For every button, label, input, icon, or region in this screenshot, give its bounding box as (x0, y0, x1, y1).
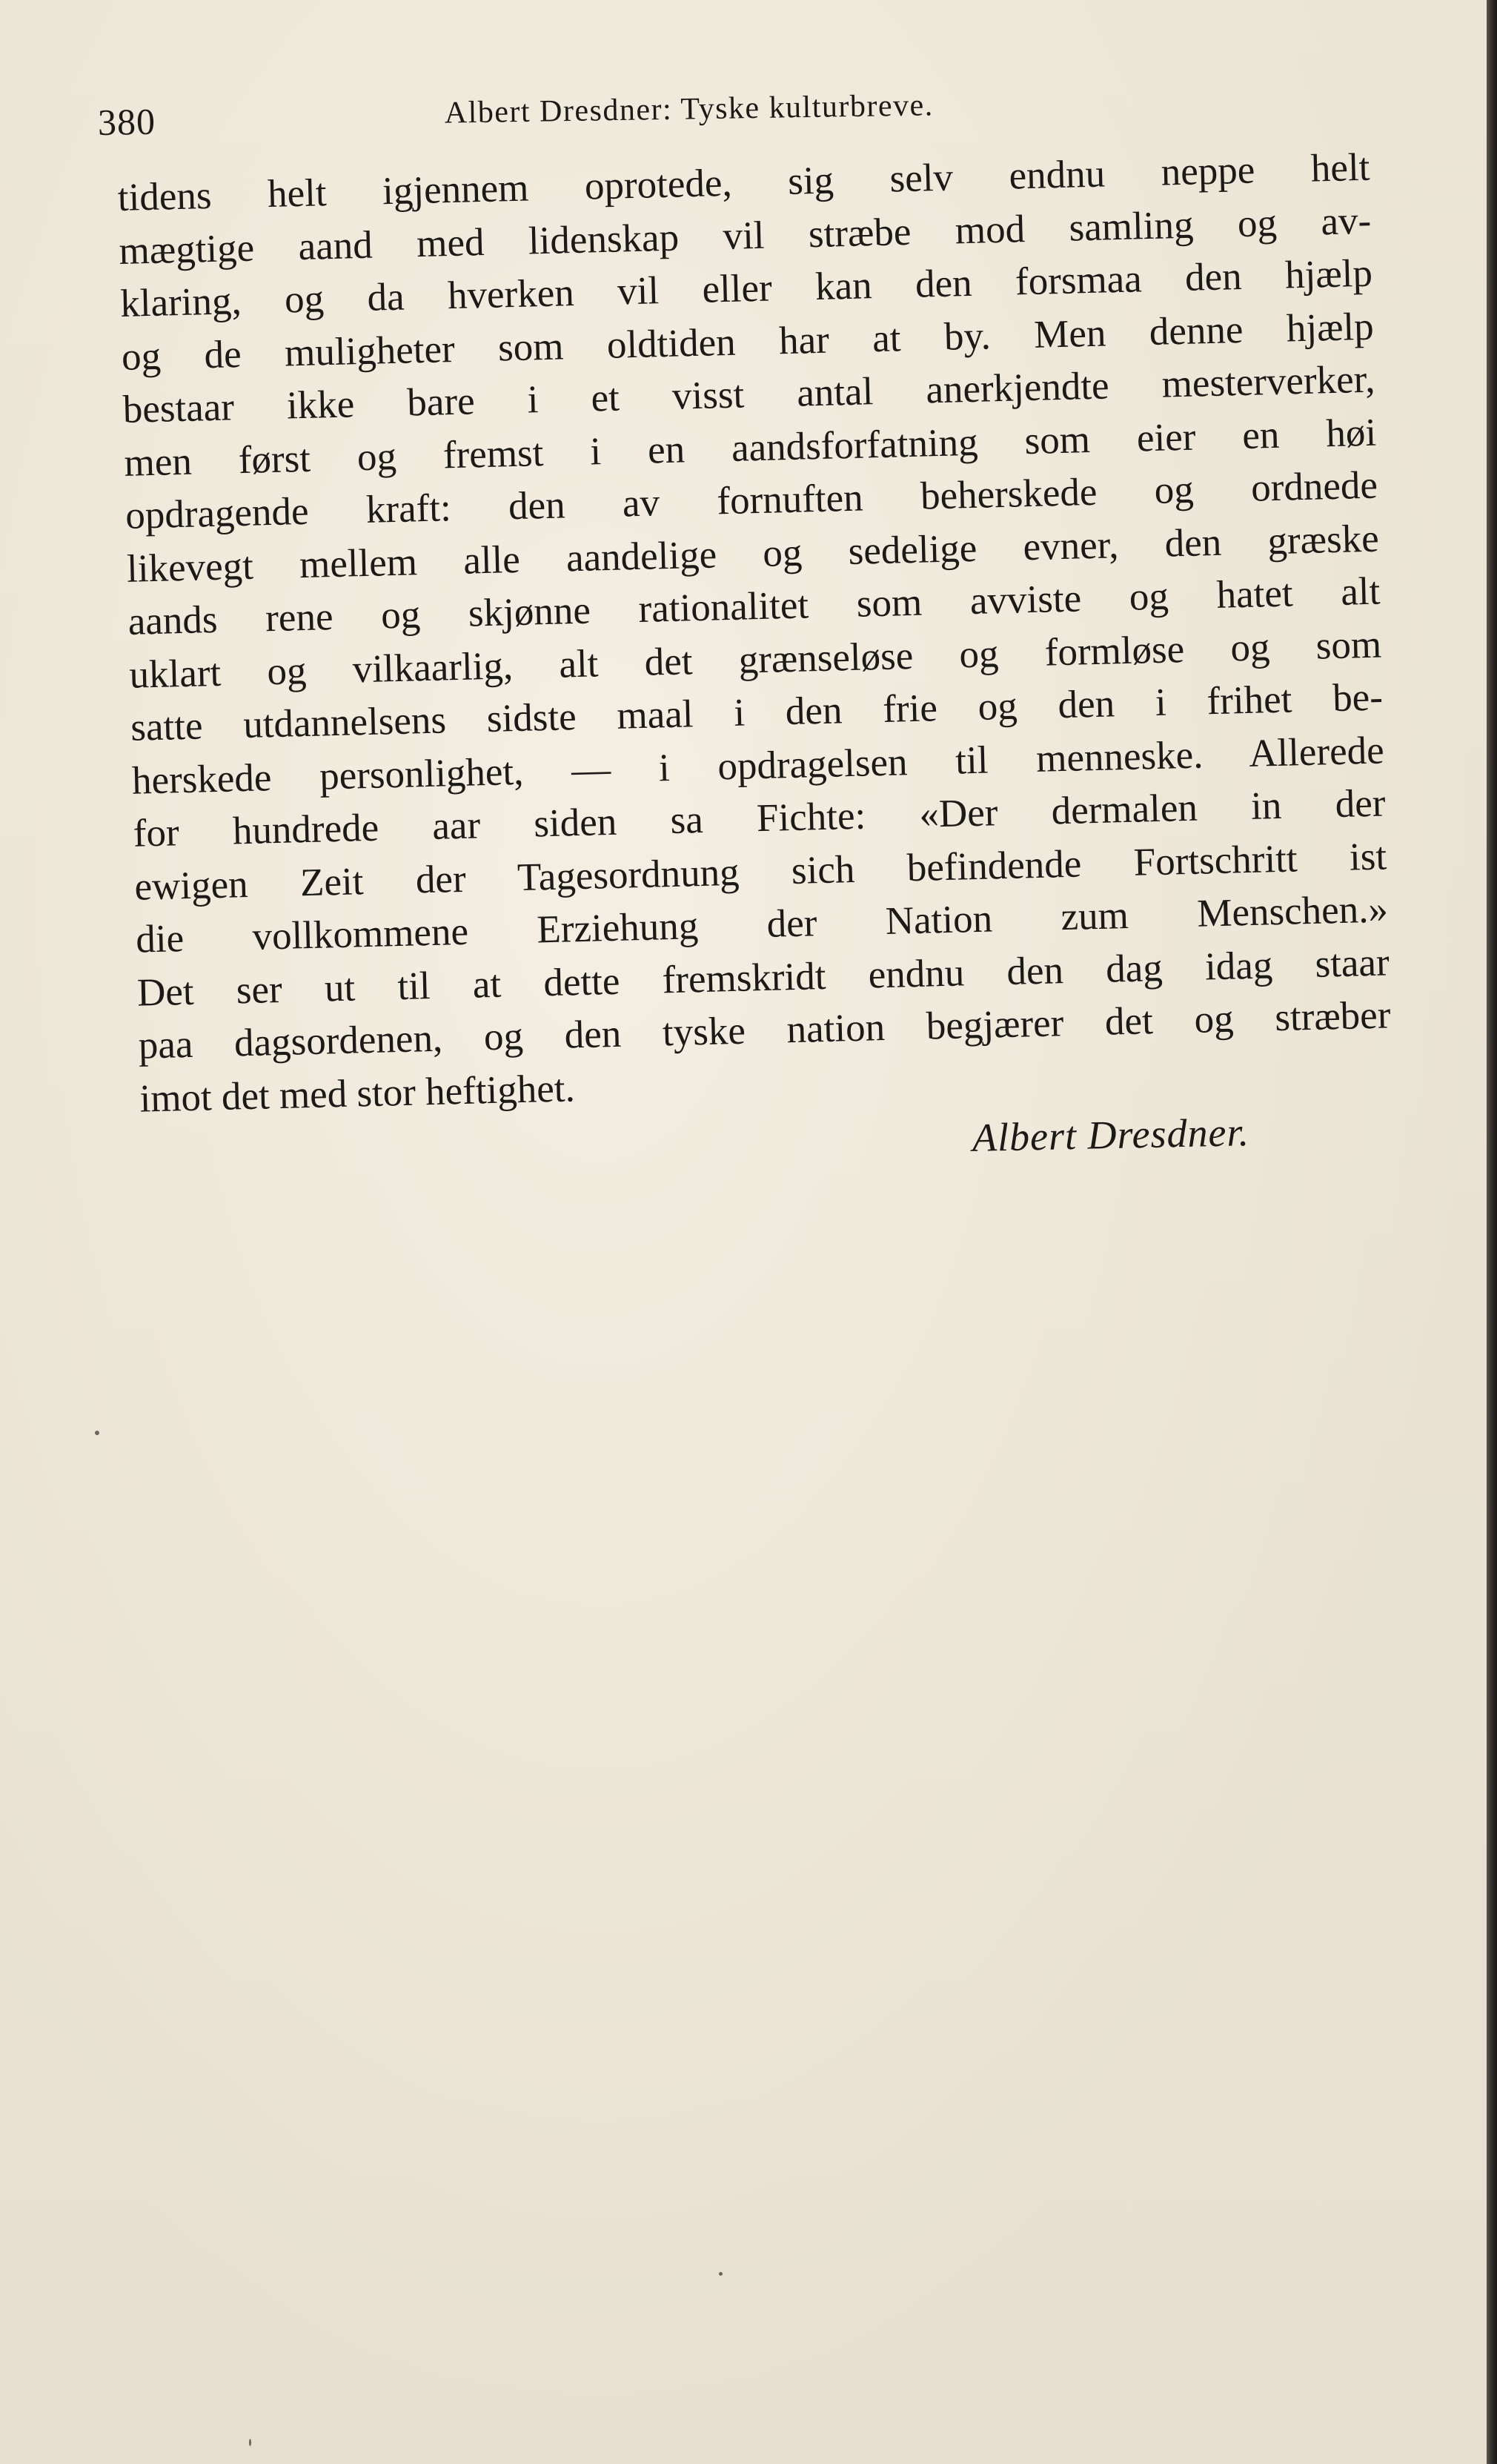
text-line: bestaar ikke bare i et visst antal anerkjendte mesterverker, (122, 357, 1376, 431)
text-line: opdragende kraft: den av fornuften beherskede og ordnede (125, 463, 1378, 537)
text-line: Det ser ut til at dette fremskridt endnu den dag idag staar (136, 940, 1390, 1015)
body-text (117, 142, 1393, 1126)
text-line: imot det med stor heftighet. (139, 1066, 576, 1121)
text-line: likevegt mellem alle aandelige og sedelige evner, den græske (126, 517, 1380, 591)
text-line: satte utdannelsens sidste maal i den frie og den i frihet be- (130, 675, 1384, 749)
running-head: Albert Dresdner: Tyske kulturbreve. (444, 88, 935, 130)
text-line: tidens helt igjennem oprotede, sig selv endnu neppe helt (117, 145, 1371, 219)
binding-edge (1487, 0, 1497, 2464)
text-line: die vollkommene Erziehung der Nation zum Menschen.» (135, 887, 1389, 961)
paper-speck (719, 2272, 723, 2276)
paper-speck (249, 2439, 251, 2446)
text-line: paa dagsordenen, og den tyske nation begjærer det og stræber (138, 993, 1392, 1067)
text-line: klaring, og da hverken vil eller kan den forsmaa den hjælp (119, 251, 1373, 325)
text-line: og de muligheter som oldtiden har at by. Men denne hjælp (121, 305, 1375, 379)
paper-speck (95, 1431, 99, 1435)
text-line: uklart og vilkaarlig, alt det grænseløse og formløse og som (128, 623, 1382, 697)
text-line: for hundrede aar siden sa Fichte: «Der dermalen in der (133, 781, 1387, 855)
text-line: ewigen Zeit der Tagesordnung sich befindende Fortschritt ist (133, 834, 1387, 909)
author-signature: Albert Dresdner. (972, 1110, 1250, 1160)
text-line: mægtige aand med lidenskap vil stræbe mod samling og av- (118, 199, 1372, 273)
text-line: herskede personlighet, — i opdragelsen til menneske. Allerede (131, 728, 1385, 803)
text-line: aands rene og skjønne rationalitet som avviste og hatet alt (127, 569, 1381, 643)
page-number: 380 (97, 100, 156, 143)
text-line: men først og fremst i en aandsforfatning som eier en høi (123, 411, 1377, 485)
page-header (97, 75, 1387, 154)
